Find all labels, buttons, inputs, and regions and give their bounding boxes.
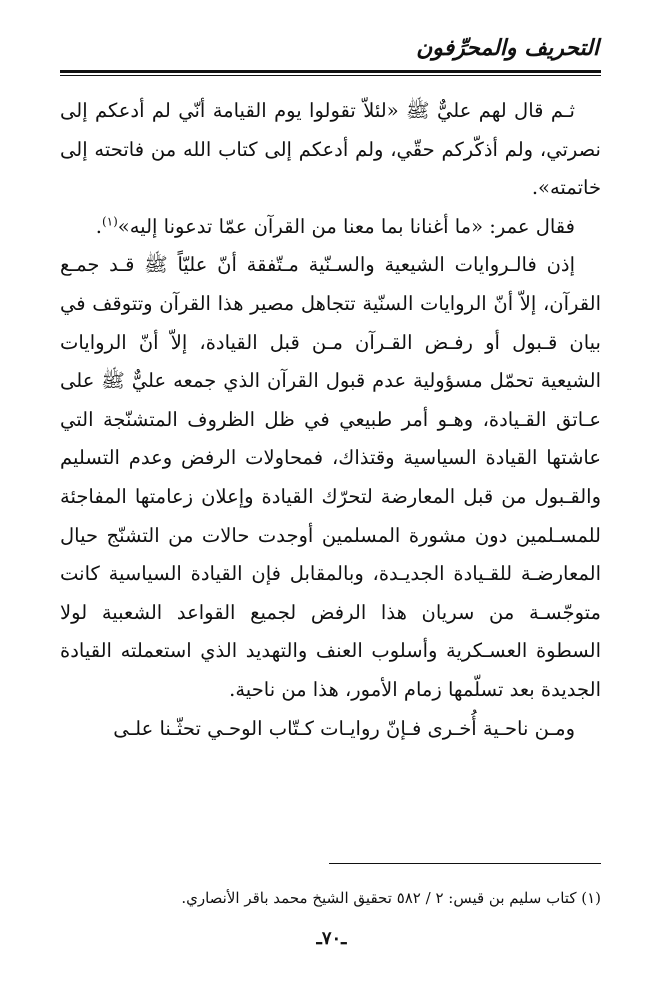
paragraph-4: ومـن ناحـية أُخـرى فـإنّ روايـات كـتّاب الوحـي تحثّـنا علـى (113, 716, 575, 740)
paragraph-1: ثـم قال لهم عليٌّ ﷺ «لئلاّ تقولوا يوم القيامة أنّي لم أدعكم إلى نصرتي، ولم أذكّركم حقّي، ولم أدعكم إلى كتاب الله من فاتحته إلى خاتمته». (60, 99, 601, 200)
footnote-separator (329, 863, 601, 864)
paragraph-2-text: فقال عمر: «ما أغنانا بما معنا من القرآن عمّا تدعونا إليه» (117, 214, 575, 238)
paragraph-2 (60, 208, 601, 247)
header-rule-thick (60, 70, 601, 73)
paragraph-3: إذن فالـروايات الشيعية والسـنّية مـتّفقة أنّ عليّاً ﷺ قـد جمـع القرآن، إلاّ أنّ الروايات السنّية تتجاهل مصير هذا القرآن وتتوقف في بيان قـبول أو رفـض القـرآن مـن قبل القيادة، إلاّ أنّ الروايات الشيعية تحمّل مسؤولية عدم قبول القرآن الذي جمعه عليٌّ ﷺ على عـاتق القـيادة، وهـو أمر طبيعي في ظل الظروف المتشنّجة التي عاشتها القيادة السياسية وقتذاك، فمحاولات الرفض وعدم التسليم والقـبول من قبل المعارضة لتحرّك القيادة وإعلان زعامتها المفاجئة للمسـلمين دون مشورة المسلمين أوجدت حالات من التشنّج حيال المعارضـة للقـيادة الجديـدة، وبالمقابل فإن القيادة السياسية كانت متوجّسـة من سريان هذا الرفض لجميع القواعد الشعبية لولا السطوة العسـكرية وأسلوب العنف والتهديد الذي استعملته القيادة الجديدة بعد تسلّمها زمام الأمور، هذا من ناحية. (60, 253, 601, 701)
running-header-title: التحريف والمحرِّفون (416, 36, 599, 61)
footnote-reference: (١) (101, 214, 118, 229)
paragraph-2-period: . (95, 214, 102, 238)
main-text (60, 92, 601, 748)
footnote: (١) كتاب سليم بن قيس: ٢ / ٥٨٢ تحقيق الشيخ محمد باقر الأنصاري. (181, 889, 601, 907)
page-number: ـ٧٠ـ (316, 928, 347, 949)
header-rule-thin (60, 75, 601, 76)
